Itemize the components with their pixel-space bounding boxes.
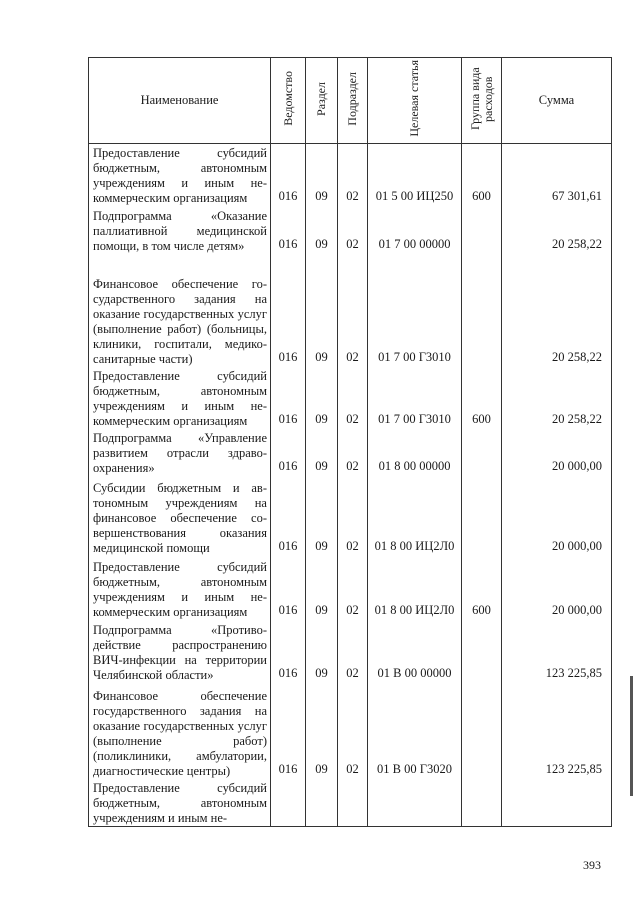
table-row <box>89 206 612 254</box>
row-sum: 20 258,22 <box>502 206 612 254</box>
row-dept <box>271 779 306 827</box>
row-subsection: 02 <box>338 620 368 683</box>
table-row <box>89 556 612 620</box>
page-number: 393 <box>583 858 601 872</box>
table-row <box>89 779 612 827</box>
row-dept: 016 <box>271 367 306 429</box>
row-dept: 016 <box>271 144 306 206</box>
row-subsection: 02 <box>338 476 368 556</box>
row-name: Предоставление субсидий бюджетным, автономным учреждениям и иным не- <box>89 779 271 827</box>
header-expense-group: Группа вида расходов <box>462 58 502 144</box>
header-target: Целевая статья <box>368 58 462 144</box>
row-group <box>462 254 502 367</box>
row-group: 600 <box>462 367 502 429</box>
row-group <box>462 683 502 779</box>
row-name: Субсидии бюджетным и автономным учреждениям на финансовое обеспечение совершенствования оказания медицинской помощи <box>89 476 271 556</box>
row-section: 09 <box>306 206 338 254</box>
row-group: 600 <box>462 556 502 620</box>
row-target: 01 7 00 00000 <box>368 206 462 254</box>
row-target: 01 8 00 ИЦ2Л0 <box>368 556 462 620</box>
scan-edge-mark <box>630 676 633 796</box>
row-subsection: 02 <box>338 254 368 367</box>
row-name: Подпрограмма «Противодействие распространению ВИЧ-инфекции на территории Челябинской области» <box>89 620 271 683</box>
row-dept: 016 <box>271 683 306 779</box>
row-dept: 016 <box>271 476 306 556</box>
row-subsection: 02 <box>338 367 368 429</box>
row-target: 01 5 00 ИЦ250 <box>368 144 462 206</box>
table-row <box>89 476 612 556</box>
row-section: 09 <box>306 254 338 367</box>
row-section: 09 <box>306 620 338 683</box>
row-sum: 20 258,22 <box>502 254 612 367</box>
row-group <box>462 206 502 254</box>
table-row <box>89 620 612 683</box>
row-group <box>462 476 502 556</box>
row-name: Предоставление субсидий бюджетным, автономным учреждениям и иным некоммерческим организациям <box>89 144 271 206</box>
row-name: Подпрограмма «Оказание паллиативной медицинской помощи, в том числе детям» <box>89 206 271 254</box>
row-section: 09 <box>306 144 338 206</box>
row-group <box>462 779 502 827</box>
row-group: 600 <box>462 144 502 206</box>
row-sum: 67 301,61 <box>502 144 612 206</box>
row-sum: 123 225,85 <box>502 620 612 683</box>
row-name: Финансовое обеспечение государственного задания на оказание государственных услуг (выполнение работ) (больницы, клиники, госпитали, медико-санитарные части) <box>89 254 271 367</box>
row-dept: 016 <box>271 556 306 620</box>
row-target <box>368 779 462 827</box>
row-subsection <box>338 779 368 827</box>
row-target: 01 В 00 00000 <box>368 620 462 683</box>
row-dept: 016 <box>271 254 306 367</box>
table-row <box>89 429 612 476</box>
row-section: 09 <box>306 556 338 620</box>
row-target: 01 8 00 ИЦ2Л0 <box>368 476 462 556</box>
row-subsection: 02 <box>338 144 368 206</box>
table-row <box>89 254 612 367</box>
row-sum: 20 000,00 <box>502 429 612 476</box>
row-sum <box>502 779 612 827</box>
row-group <box>462 429 502 476</box>
row-sum: 20 000,00 <box>502 556 612 620</box>
row-section: 09 <box>306 683 338 779</box>
row-dept: 016 <box>271 620 306 683</box>
row-section <box>306 779 338 827</box>
row-subsection: 02 <box>338 556 368 620</box>
header-section: Раздел <box>306 58 338 144</box>
header-name: Наименование <box>89 58 271 144</box>
row-target: 01 7 00 Г3010 <box>368 367 462 429</box>
row-sum: 20 258,22 <box>502 367 612 429</box>
row-sum: 123 225,85 <box>502 683 612 779</box>
row-target: 01 7 00 Г3010 <box>368 254 462 367</box>
row-name: Финансовое обеспечение государственного задания на оказание государственных услуг (выполнение работ) (поликлиники, амбулатории, диагностические центры) <box>89 683 271 779</box>
row-subsection: 02 <box>338 206 368 254</box>
row-group <box>462 620 502 683</box>
table-row <box>89 367 612 429</box>
row-section: 09 <box>306 367 338 429</box>
row-name: Предоставление субсидий бюджетным, автономным учреждениям и иным некоммерческим организациям <box>89 556 271 620</box>
header-dept: Ведомство <box>271 58 306 144</box>
row-name: Подпрограмма «Управление развитием отрасли здравоохранения» <box>89 429 271 476</box>
row-target: 01 В 00 Г3020 <box>368 683 462 779</box>
budget-table <box>88 57 612 827</box>
row-target: 01 8 00 00000 <box>368 429 462 476</box>
row-section: 09 <box>306 476 338 556</box>
row-subsection: 02 <box>338 429 368 476</box>
row-section: 09 <box>306 429 338 476</box>
row-dept: 016 <box>271 206 306 254</box>
table-row <box>89 683 612 779</box>
row-dept: 016 <box>271 429 306 476</box>
header-sum: Сумма <box>502 58 612 144</box>
row-name: Предоставление субсидий бюджетным, автономным учреждениям и иным некоммерческим организациям <box>89 367 271 429</box>
header-subsection: Подраздел <box>338 58 368 144</box>
table-row <box>89 144 612 206</box>
row-subsection: 02 <box>338 683 368 779</box>
row-sum: 20 000,00 <box>502 476 612 556</box>
table-header-row <box>89 58 612 144</box>
